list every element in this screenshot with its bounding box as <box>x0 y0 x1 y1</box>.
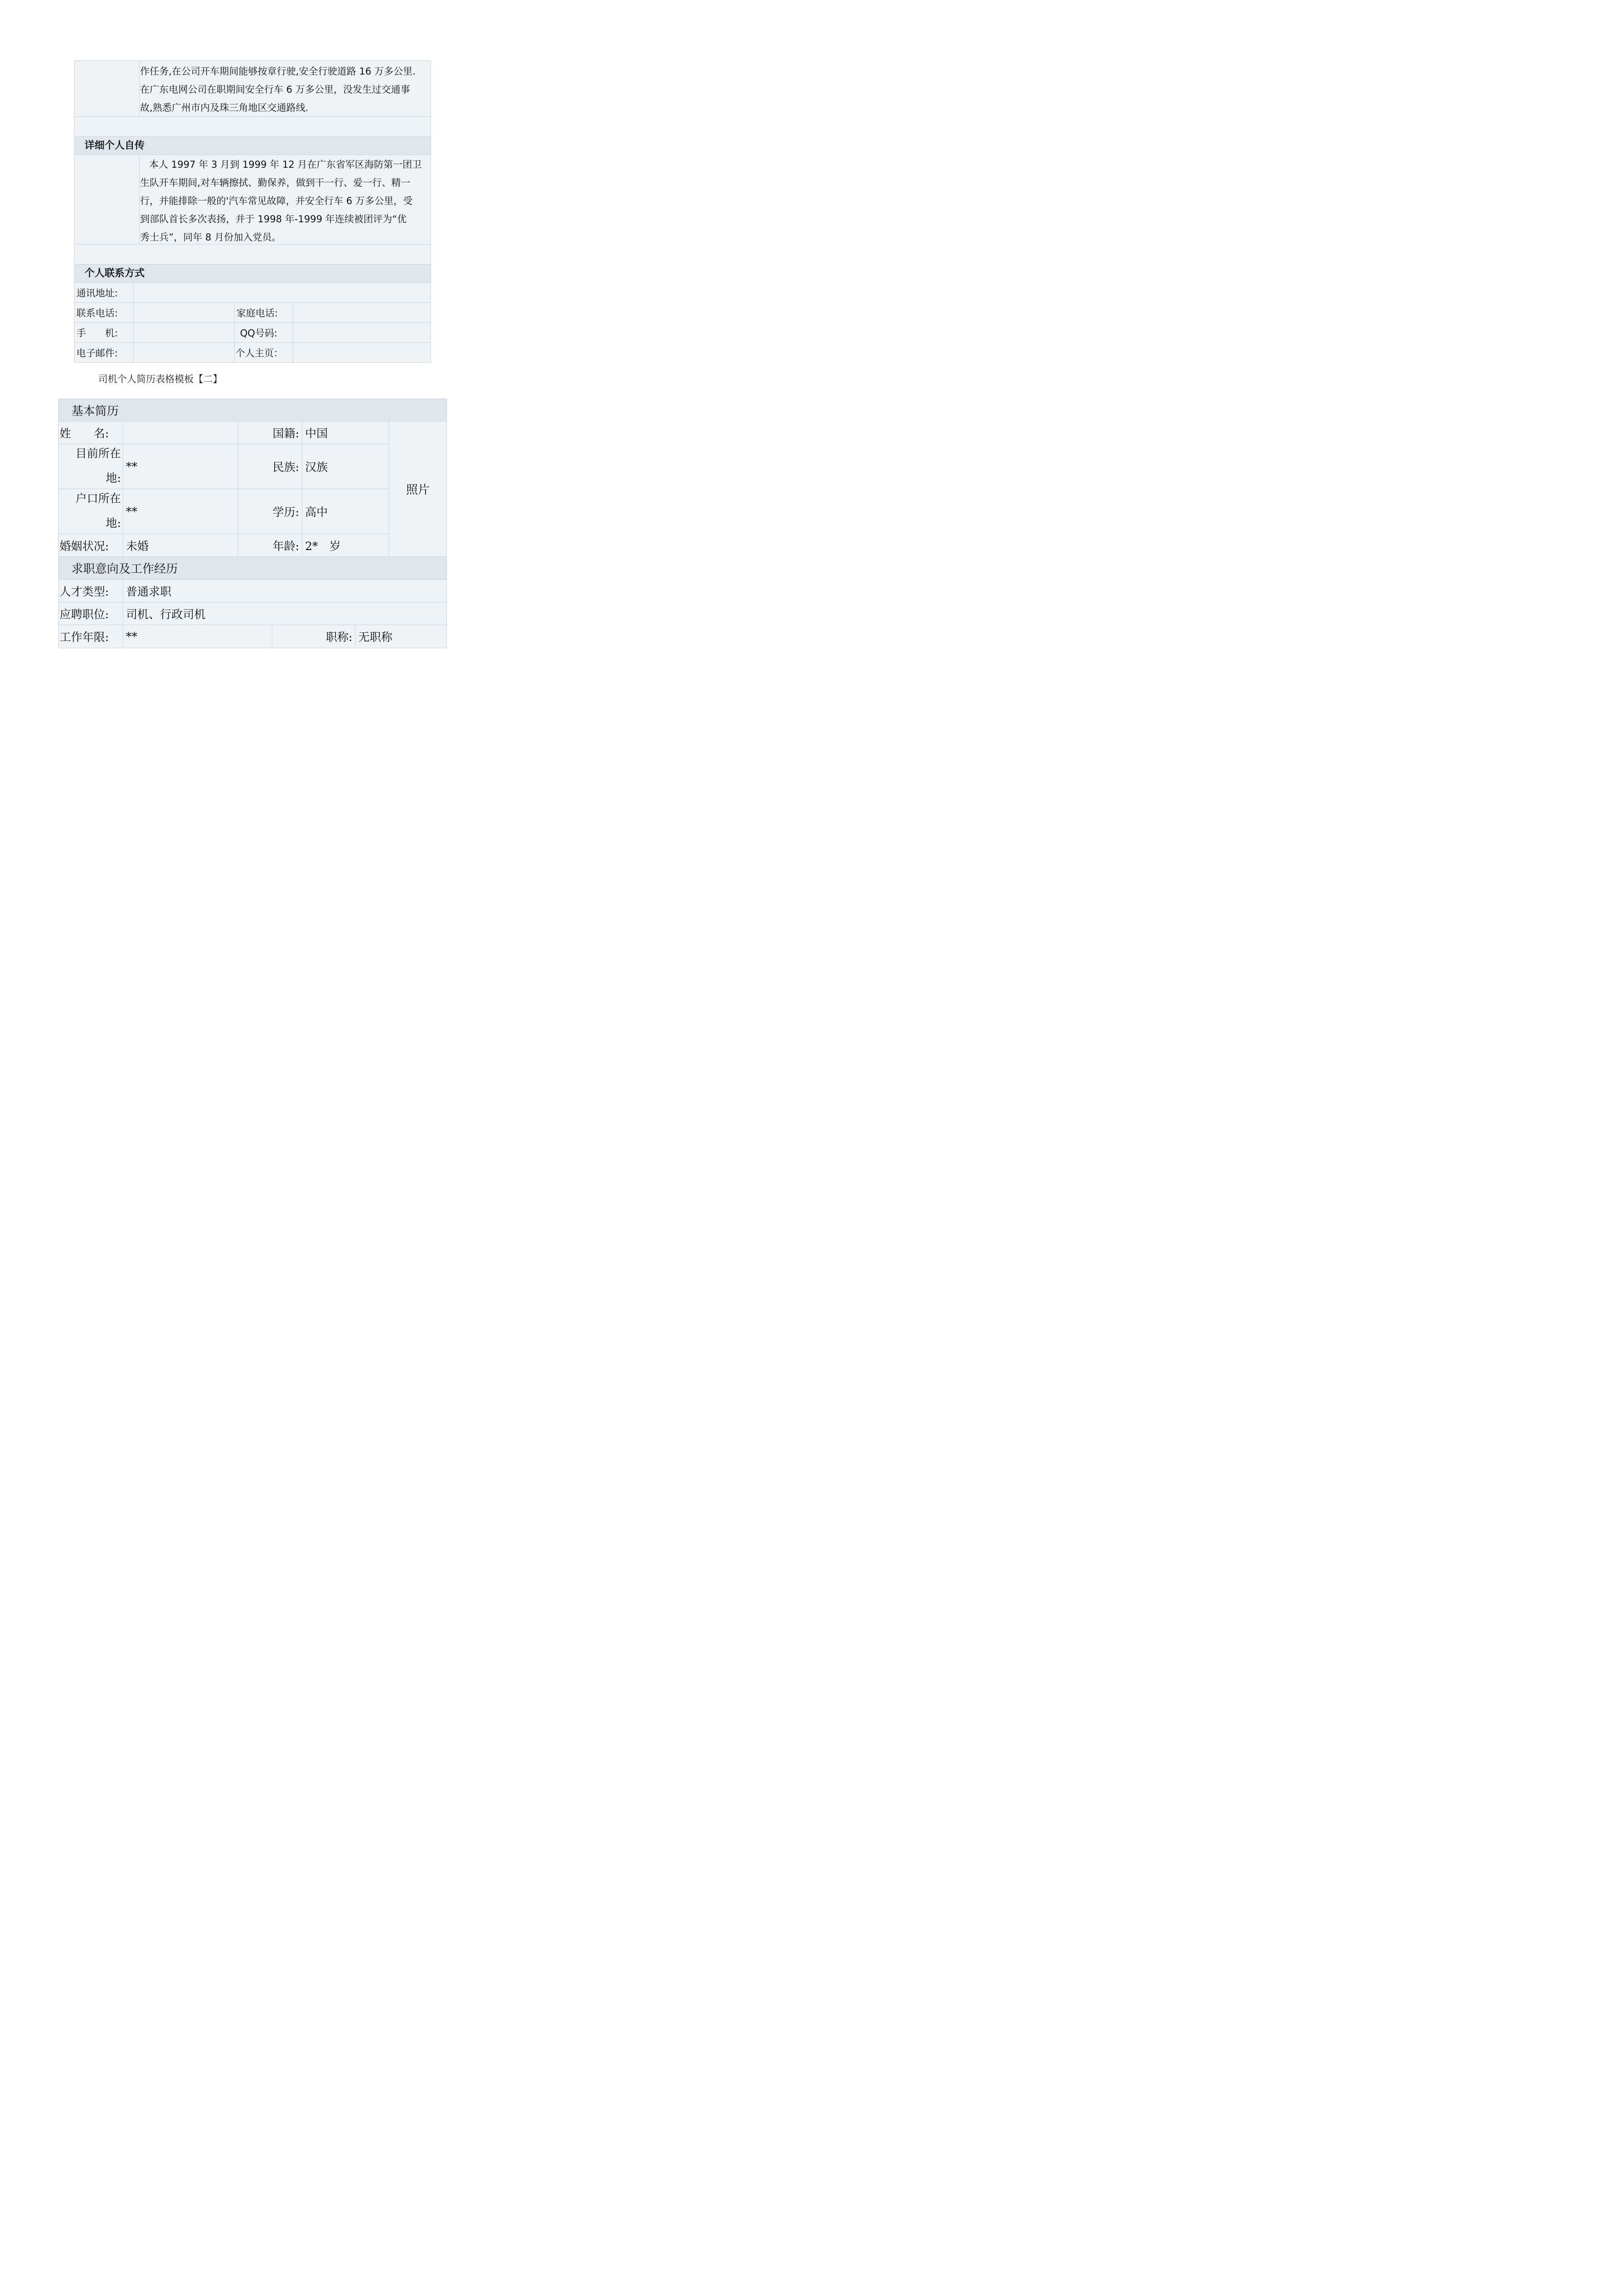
autobio-heading: 详细个人自传 <box>75 136 431 155</box>
text-line: 本人 1997 年 3 月到 1999 年 12 月在广东省军区海防第一团卫 <box>149 159 422 170</box>
work-years-value: ** <box>123 625 272 648</box>
ethnicity-value: 汉族 <box>302 444 389 489</box>
autobio-row <box>75 155 431 244</box>
text-line: 到部队首长多次表扬，并于 1998 年-1999 年连续被团评为“优 <box>140 214 407 225</box>
spacer-row <box>75 116 431 136</box>
text-line: 行，并能排除一般的'汽车常见故障，并安全行车 6 万多公里，受 <box>140 195 413 206</box>
name-value[interactable] <box>123 421 238 444</box>
marital-label: 婚姻状况: <box>59 534 123 557</box>
section-caption: 司机个人简历表格模板【二】 <box>98 374 222 385</box>
job-title-value: 无职称 <box>356 625 446 648</box>
address-value[interactable] <box>134 283 431 302</box>
label-line: 目前所在 <box>75 447 121 460</box>
hukou-label <box>59 489 123 534</box>
current-location-label <box>59 444 123 489</box>
phone-label: 联系电话: <box>75 303 134 322</box>
email-label: 电子邮件: <box>75 343 134 362</box>
contact-heading: 个人联系方式 <box>75 264 431 282</box>
mobile-label: 手 机: <box>75 323 134 342</box>
home-phone-label: 家庭电话: <box>235 303 293 322</box>
mobile-row <box>75 322 431 342</box>
basic-heading: 基本简历 <box>59 399 446 421</box>
age-label: 年龄: <box>238 534 302 557</box>
job-heading: 求职意向及工作经历 <box>59 557 446 580</box>
nationality-value: 中国 <box>302 421 389 444</box>
text-line: 秀士兵”，同年 8 月份加入党员。 <box>140 232 281 243</box>
text-line: 作任务,在公司开车期间能够按章行驶,安全行驶道路 16 万多公里. <box>140 66 416 77</box>
hukou-value: ** <box>123 489 238 534</box>
address-row <box>75 282 431 302</box>
qq-label: QQ号码: <box>235 323 293 342</box>
ethnicity-label: 民族: <box>238 444 302 489</box>
text-line: 生队开车期间,对车辆擦拭、勤保养，做到干一行、爱一行、精一 <box>140 177 411 188</box>
email-row <box>75 342 431 362</box>
phone-row <box>75 302 431 322</box>
resume-table-1 <box>74 60 431 363</box>
home-phone-value[interactable] <box>293 303 431 322</box>
homepage-label: 个人主页： <box>235 343 293 362</box>
phone-value[interactable] <box>134 303 235 322</box>
work-years-label: 工作年限: <box>59 625 123 648</box>
current-location-value: ** <box>123 444 238 489</box>
label-line: 户口所在 <box>75 492 121 505</box>
talent-type-label: 人才类型: <box>59 580 123 602</box>
homepage-value[interactable] <box>293 343 431 362</box>
label-line: 地: <box>105 516 121 530</box>
nationality-label: 国籍: <box>238 421 302 444</box>
education-value: 高中 <box>302 489 389 534</box>
photo-placeholder[interactable]: 照片 <box>389 421 446 557</box>
address-label: 通讯地址: <box>75 283 134 302</box>
text-line: 在广东电网公司在职期间安全行车 6 万多公里，没发生过交通事 <box>140 84 410 95</box>
autobio-text <box>139 155 431 244</box>
text-line: 故,熟悉广州市内及珠三角地区交通路线. <box>140 102 309 113</box>
position-label: 应聘职位: <box>59 602 123 625</box>
row-label-cell <box>75 61 140 116</box>
job-title-label: 职称: <box>272 625 356 648</box>
work-experience-text <box>139 61 431 116</box>
name-label: 姓 名: <box>59 421 123 444</box>
mobile-value[interactable] <box>134 323 235 342</box>
email-value[interactable] <box>134 343 235 362</box>
position-value: 司机、行政司机 <box>123 602 446 625</box>
talent-type-value: 普通求职 <box>123 580 446 602</box>
label-line: 地: <box>105 471 121 485</box>
resume-table-2 <box>58 399 447 648</box>
age-value: 2* 岁 <box>302 534 389 557</box>
education-label: 学历: <box>238 489 302 534</box>
row-label-cell <box>75 155 140 244</box>
qq-value[interactable] <box>293 323 431 342</box>
marital-value: 未婚 <box>123 534 238 557</box>
spacer-row <box>75 244 431 264</box>
work-experience-row <box>75 61 431 116</box>
